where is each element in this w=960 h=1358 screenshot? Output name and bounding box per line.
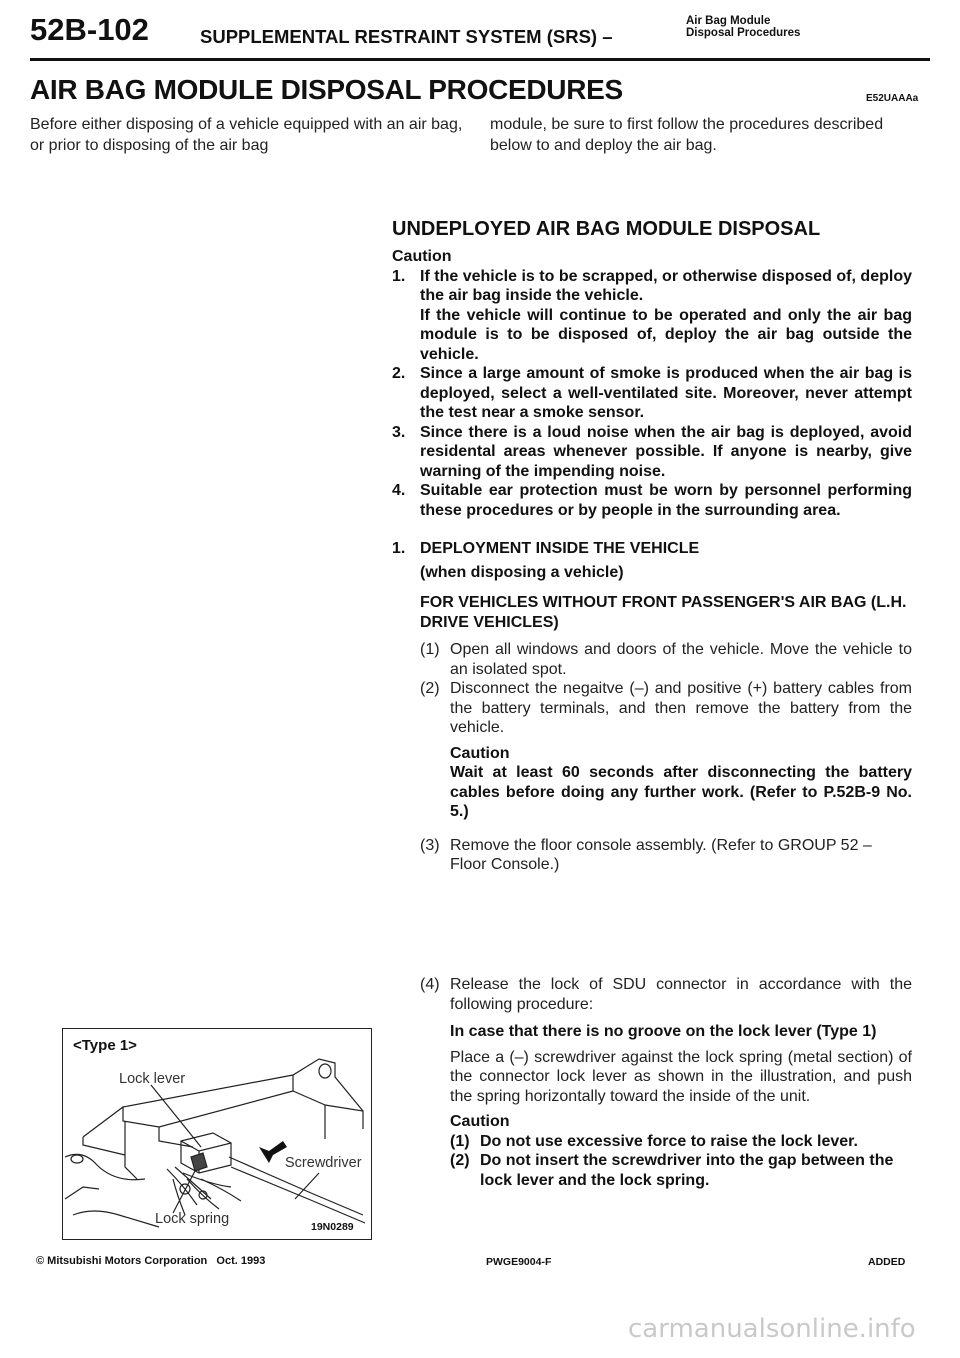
header-sub-line2: Disposal Procedures [686,27,801,39]
step-text: Open all windows and doors of the vehicle. Move the vehicle to an isolated spot. [450,641,912,678]
watermark: carmanualsonline.info [628,1314,916,1344]
caution-list [392,267,912,521]
caution-item [392,481,912,520]
sdu-connector-illustration [63,1029,370,1238]
step-item [420,975,912,1014]
caution-num: 4. [392,482,406,499]
header-sub-line1: Air Bag Module [686,15,771,27]
caution-item [450,1132,912,1152]
step-num: (2) [420,680,440,697]
intro-right-column: module, be sure to first follow the procedures described below to and deploy the air bag. [490,116,884,154]
step-num: (4) [420,976,440,993]
step-item [420,836,912,875]
section-header-subtitle [686,15,800,39]
publication-code: PWGE9004-F [486,1256,552,1268]
step-item [420,640,912,679]
header-rule [30,58,930,61]
steps-block [392,640,912,875]
deployment-title: DEPLOYMENT INSIDE THE VEHICLE [420,540,700,557]
step-num: (3) [420,836,440,854]
caution-text: Wait at least 60 seconds after disconnecting the battery cables before doing any further work. (Refer to P.52B-9 No. 5.) [450,764,912,820]
caution-label: Caution [392,248,452,265]
caution-num: 3. [392,423,406,441]
label-lock-lever: Lock lever [119,1071,186,1087]
caution-num: 2. [392,365,406,382]
caution-item [392,306,912,365]
label-lock-spring: Lock spring [155,1211,230,1227]
label-screwdriver: Screwdriver [285,1155,362,1171]
step-text: Release the lock of SDU connector in accordance with the following procedure: [450,976,912,1013]
vehicle-applicability: FOR VEHICLES WITHOUT FRONT PASSENGER'S AIR BAG (L.H. DRIVE VEHICLES) [420,594,907,631]
section-header-title: SUPPLEMENTAL RESTRAINT SYSTEM (SRS) – [200,26,613,47]
caution-text: Since there is a loud noise when the air bag is deployed, avoid residental areas whenever possible. If anyone is nearby, give warning of the impending noise. [420,423,912,480]
step-num: (1) [420,641,440,658]
caution-text: If the vehicle will continue to be operated and only the air bag module is to be disposed of, deploy the air bag outside the vehicle. [420,306,912,363]
caution-block-battery [420,744,912,822]
caution-num: 1. [392,267,406,285]
caution-num: (1) [450,1132,470,1150]
step-item [420,679,912,738]
step-text: Disconnect the negaitve (–) and positive (+) battery cables from the battery terminals, and then remove the battery from the vehicle. [450,680,912,736]
caution-item [450,1151,912,1190]
section-title: UNDEPLOYED AIR BAG MODULE DISPOSAL [392,218,821,240]
intro-left-column: Before either disposing of a vehicle equipped with an air bag, or prior to disposing of the air bag [30,116,463,154]
figure-code: 19N0289 [311,1221,354,1233]
doc-code: E52UAAAa [866,93,919,104]
case-block [420,1022,912,1190]
page-title: AIR BAG MODULE DISPOSAL PROCEDURES [30,74,623,105]
caution-label: Caution [450,744,510,762]
step-text: Remove the floor console assembly. (Refer to GROUP 52 – Floor Console.) [450,836,872,873]
caution-text: Do not insert the screwdriver into the gap between the lock lever and the lock spring. [480,1152,894,1189]
right-column [392,218,912,875]
caution-label: Caution [450,1113,510,1130]
figure-type-label: <Type 1> [73,1037,137,1054]
caution-text: If the vehicle is to be scrapped, or otherwise disposed of, deploy the air bag inside the vehicle. [420,267,912,304]
case-title: In case that there is no groove on the lock lever (Type 1) [450,1023,877,1040]
lower-right-column [420,975,912,1190]
caution-item [392,267,912,306]
case-text: Place a (–) screwdriver against the lock spring (metal section) of the connector lock lever as shown in the illustration, and push the spring horizontally toward the inside of the unit. [450,1048,912,1105]
deployment-num: 1. [392,540,406,557]
caution-text: Do not use excessive force to raise the lock lever. [480,1132,858,1150]
deployment-subtitle: (when disposing a vehicle) [420,563,624,581]
caution-num: (2) [450,1152,470,1169]
page-number: 52B-102 [30,12,149,47]
copyright-footer: © Mitsubishi Motors Corporation Oct. 1993 [36,1255,266,1267]
caution-text: Since a large amount of smoke is produced when the air bag is deployed, select a well-ventilated site. Moreover, never attempt the test near a smoke sensor. [420,365,912,421]
caution-item [392,423,912,482]
caution-item [392,364,912,423]
added-mark: ADDED [868,1256,906,1268]
caution-text: Suitable ear protection must be worn by personnel performing these procedures or by people in the surrounding area. [420,482,912,519]
deployment-heading [392,539,912,582]
illustration-frame [62,1028,372,1240]
